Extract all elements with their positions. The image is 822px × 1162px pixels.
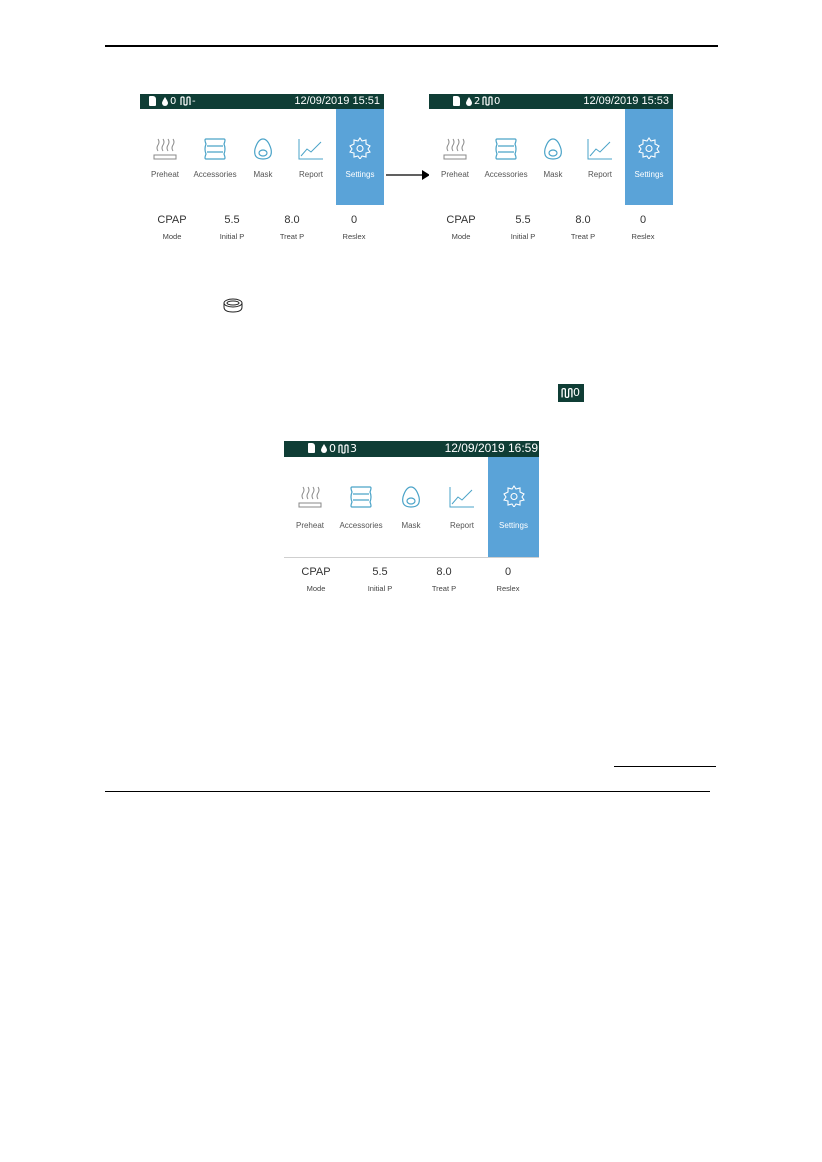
tile-label: Accessories xyxy=(193,170,237,179)
tile-label: Accessories xyxy=(339,521,383,530)
param-value: 8.0 xyxy=(436,566,452,578)
heat-waves-icon xyxy=(153,137,177,161)
param-value: 8.0 xyxy=(575,214,591,226)
param-name: Reslex xyxy=(342,232,366,241)
footer-rule xyxy=(105,791,710,792)
status-bar xyxy=(284,441,539,457)
tile-label: Accessories xyxy=(484,170,528,179)
gear-icon xyxy=(638,137,660,159)
tile-label: Mask xyxy=(543,170,563,179)
tile-settings[interactable] xyxy=(625,109,673,205)
tile-settings[interactable] xyxy=(488,457,539,557)
heated-tube-icon xyxy=(338,444,349,454)
tile-label: Settings xyxy=(345,170,375,179)
tile-label: Preheat xyxy=(150,170,180,179)
tile-label: Report xyxy=(449,521,474,530)
sd-card-icon xyxy=(308,443,315,453)
parameter-row xyxy=(429,206,673,260)
param-name: Initial P xyxy=(510,232,536,241)
param-name: Initial P xyxy=(367,584,393,593)
heated-tube-icon xyxy=(482,96,493,106)
knob-icon xyxy=(222,298,244,316)
param-name: Initial P xyxy=(219,232,245,241)
heated-tube-badge xyxy=(558,384,584,402)
tile-label: Report xyxy=(587,170,612,179)
parameter-row xyxy=(140,206,384,260)
humidifier-chamber-icon xyxy=(348,485,374,509)
param-value: 8.0 xyxy=(284,214,300,226)
tube-value: 0 xyxy=(494,96,501,107)
humidifier-chamber-icon xyxy=(202,137,228,161)
water-drop-icon xyxy=(466,97,472,106)
gear-icon xyxy=(349,137,371,159)
param-value: 5.5 xyxy=(372,566,388,578)
tile-label: Settings xyxy=(499,521,528,530)
tile-label: Preheat xyxy=(440,170,470,179)
tile-label: Report xyxy=(298,170,323,179)
tile-preheat[interactable] xyxy=(429,109,481,205)
tile-preheat[interactable] xyxy=(284,457,336,557)
param-value: 5.5 xyxy=(515,214,531,226)
tile-accessories[interactable] xyxy=(481,109,531,205)
status-bar xyxy=(140,94,384,109)
tile-accessories[interactable] xyxy=(336,457,386,557)
humidity-level: 0 xyxy=(170,96,177,107)
tile-mask[interactable] xyxy=(240,109,286,205)
header-rule xyxy=(105,45,718,47)
tile-report[interactable] xyxy=(436,457,488,557)
param-name: Treat P xyxy=(570,232,596,241)
param-name: Reslex xyxy=(631,232,655,241)
transition-arrow xyxy=(386,169,430,181)
tile-label: Mask xyxy=(401,521,421,530)
water-drop-icon xyxy=(162,97,168,106)
tile-mask[interactable] xyxy=(531,109,575,205)
param-value: 0 xyxy=(639,214,647,226)
param-name: Treat P xyxy=(279,232,305,241)
heat-waves-icon xyxy=(298,485,322,509)
line-chart-icon xyxy=(587,137,613,161)
humidity-level: 2 xyxy=(474,96,481,107)
status-bar xyxy=(429,94,673,109)
line-chart-icon xyxy=(449,485,475,509)
humidity-level: 0 xyxy=(329,442,336,455)
datetime: 12/09/2019 15:53 xyxy=(583,95,669,107)
param-value: CPAP xyxy=(446,214,476,226)
param-name: Mode xyxy=(162,232,182,241)
param-value: 0 xyxy=(350,214,358,226)
line-chart-icon xyxy=(298,137,324,161)
humidifier-chamber-icon xyxy=(493,137,519,161)
tile-label: Preheat xyxy=(295,521,325,530)
heat-waves-icon xyxy=(443,137,467,161)
device-screen-3 xyxy=(284,441,539,613)
tile-mask[interactable] xyxy=(386,457,436,557)
tile-label: Settings xyxy=(634,170,664,179)
tube-value: 3 xyxy=(350,442,357,455)
parameter-row xyxy=(284,558,539,612)
param-value: 0 xyxy=(504,566,512,578)
param-value: CPAP xyxy=(157,214,187,226)
param-name: Mode xyxy=(306,584,326,593)
underline-mark xyxy=(614,766,716,767)
datetime: 12/09/2019 16:59 xyxy=(444,441,538,455)
tile-report[interactable] xyxy=(575,109,625,205)
mask-icon xyxy=(400,485,422,509)
heated-tube-icon xyxy=(561,387,573,399)
param-name: Treat P xyxy=(431,584,457,593)
device-screen-1 xyxy=(140,94,384,260)
param-value: CPAP xyxy=(301,566,331,578)
param-value: 5.5 xyxy=(224,214,240,226)
water-drop-icon xyxy=(321,444,327,453)
sd-card-icon xyxy=(453,96,460,106)
param-name: Reslex xyxy=(496,584,520,593)
mask-icon xyxy=(542,137,564,161)
tube-value: - xyxy=(192,96,196,107)
gear-icon xyxy=(503,485,525,507)
datetime: 12/09/2019 15:51 xyxy=(294,95,380,107)
heated-tube-icon xyxy=(180,96,191,106)
tile-report[interactable] xyxy=(286,109,336,205)
device-screen-2 xyxy=(429,94,673,260)
sd-card-icon xyxy=(149,96,156,106)
tube-value: 0 xyxy=(573,386,580,399)
tile-preheat[interactable] xyxy=(140,109,190,205)
tile-accessories[interactable] xyxy=(190,109,240,205)
mask-icon xyxy=(252,137,274,161)
tile-label: Mask xyxy=(253,170,273,179)
tile-settings[interactable] xyxy=(336,109,384,205)
param-name: Mode xyxy=(451,232,471,241)
